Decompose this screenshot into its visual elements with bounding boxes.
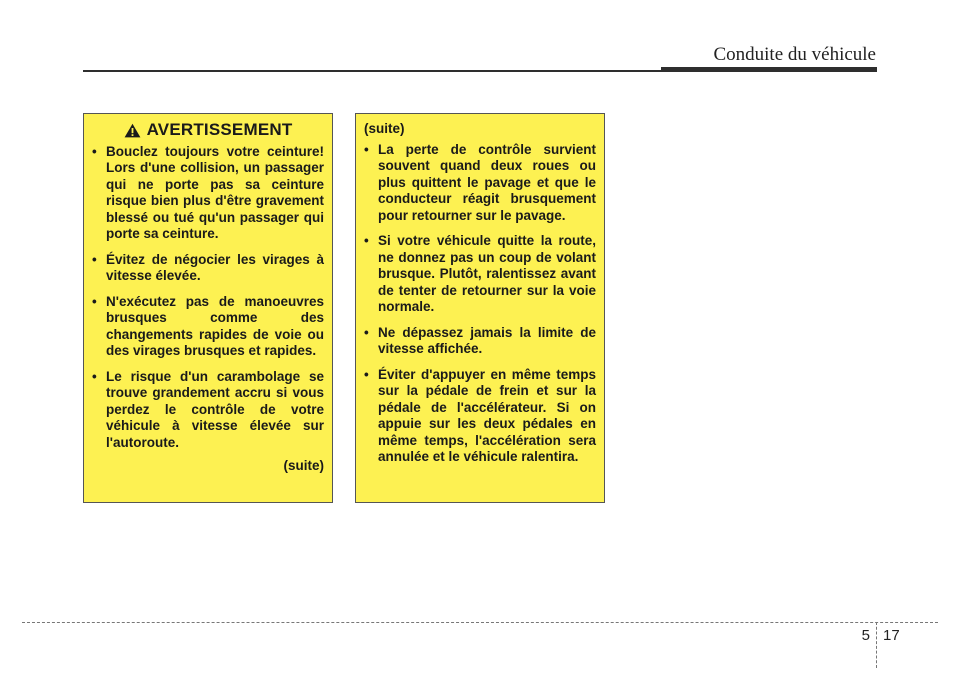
list-item bbox=[92, 252, 324, 285]
continued-from-label: (suite) bbox=[364, 121, 405, 136]
list-item-text: • Bouclez toujours votre ceinture! Lors d'une collision, un passager qui ne porte pas sa ceinture risque bien plus d'être gravement blessé ou tué qu'un passager qui porte sa ceinture. bbox=[106, 143, 324, 241]
chapter-title: Conduite du véhicule bbox=[713, 44, 876, 65]
section-number: 5 bbox=[861, 627, 870, 644]
list-item bbox=[364, 142, 596, 225]
warning-header bbox=[92, 122, 324, 139]
list-item-text: • La perte de contrôle survient souvent quand deux roues ou plus quittent le pavage et que le conducteur réagit brusquement pour retourner sur le pavage. bbox=[378, 141, 596, 223]
warning-box-left bbox=[83, 113, 333, 503]
warning-title: AVERTISSEMENT bbox=[146, 120, 293, 139]
warning-list-right bbox=[364, 142, 596, 466]
list-item-text: • Si votre véhicule quitte la route, ne donnez pas un coup de volant brusque. Plutôt, ralentissez avant de tenter de retourner sur la voie normale. bbox=[378, 233, 596, 314]
header-rule-accent bbox=[661, 67, 877, 72]
list-item-text: • Éviter d'appuyer en même temps sur la pédale de frein et sur la pédale de l'accélérateur. Si on appuie sur les deux pédales en même temps, l'accélération sera annulée et le véhicule ralentira. bbox=[378, 366, 596, 464]
warning-list-left bbox=[92, 144, 324, 452]
page-number-divider bbox=[876, 622, 877, 668]
list-item bbox=[92, 144, 324, 243]
list-item bbox=[92, 294, 324, 360]
warning-box-right bbox=[355, 113, 605, 503]
list-item bbox=[364, 367, 596, 466]
list-item-text: • Le risque d'un carambolage se trouve grandement accru si vous perdez le contrôle de votre véhicule à vitesse élevée sur l'autoroute. bbox=[106, 368, 324, 450]
list-item-text: • N'exécutez pas de manoeuvres brusques comme des changements rapides de voie ou des virages brusques et rapides. bbox=[106, 293, 324, 358]
list-item bbox=[92, 369, 324, 452]
list-item bbox=[364, 233, 596, 316]
list-item bbox=[364, 325, 596, 358]
page-number: 17 bbox=[883, 627, 900, 644]
continued-label: (suite) bbox=[283, 458, 324, 473]
warning-triangle-icon bbox=[124, 123, 141, 138]
header-rule bbox=[83, 70, 661, 72]
list-item-text: • Évitez de négocier les virages à vitesse élevée. bbox=[106, 251, 324, 283]
list-item-text: • Ne dépassez jamais la limite de vitesse affichée. bbox=[378, 324, 596, 356]
footer-rule bbox=[22, 622, 938, 623]
